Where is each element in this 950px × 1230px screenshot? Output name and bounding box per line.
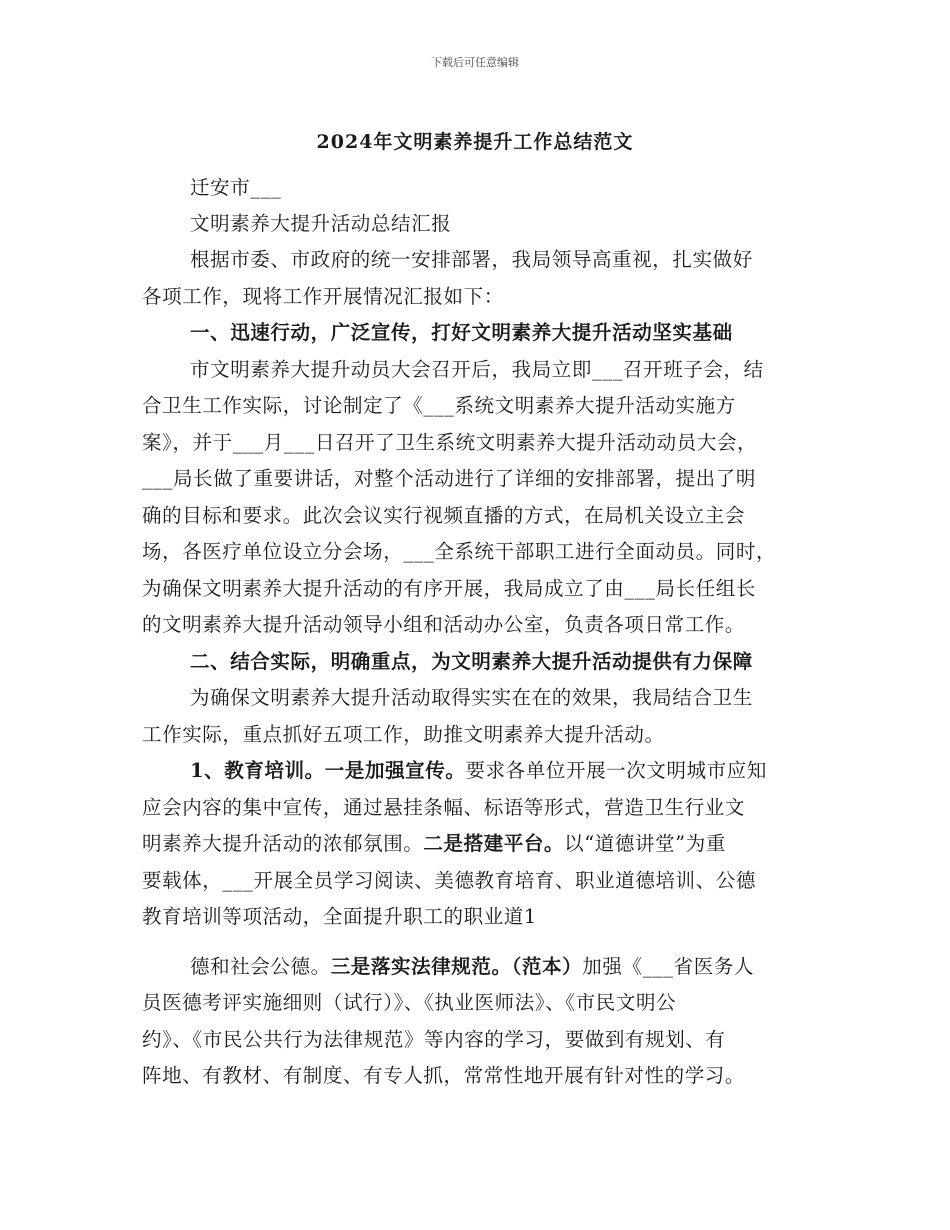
paragraph-line	[190, 952, 890, 982]
paragraph-line: 员医德考评实施细则（试行）》、《执业医师法》、《市民文明公	[142, 991, 677, 1014]
line-text: 德和社会公德。	[190, 955, 331, 978]
paragraph-line: 案》，并于___月___日召开了卫生系统文明素养大提升活动动员大会，	[142, 431, 758, 454]
item-heading: 三是落实法律规范。（范本）	[330, 955, 583, 978]
page-header-note: 下载后可任意编辑	[431, 56, 519, 69]
paragraph-line: 确的目标和要求。此次会议实行视频直播的方式，在局机关设立主会	[142, 504, 746, 527]
paragraph-line: 为确保文明素养大提升活动取得实实在在的效果，我局结合卫生	[190, 686, 753, 709]
paragraph-line: 工作实际，重点抓好五项工作，助推文明素养大提升活动。	[142, 723, 665, 746]
line-text: 加强《___省医务人	[582, 955, 755, 978]
paragraph-line: 为确保文明素养大提升活动的有序开展，我局成立了由___局长任组长	[142, 577, 756, 600]
item-heading: 二是搭建平台。	[423, 832, 565, 855]
document-title: 2024年文明素养提升工作总结范文	[316, 131, 634, 153]
paragraph-line	[142, 829, 842, 859]
section-heading-1: 一、迅速行动，广泛宣传，打好文明素养大提升活动坚实基础	[190, 321, 733, 344]
paragraph-line: 市文明素养大提升动员大会召开后，我局立即___召开班子会，结	[190, 358, 764, 381]
section-heading-2: 二、结合实际，明确重点，为文明素养大提升活动提供有力保障	[190, 650, 753, 673]
paragraph-line: 约》、《市民公共行为法律规范》等内容的学习，要做到有规划、有	[142, 1028, 726, 1051]
paragraph-line: 合卫生工作实际，讨论制定了《___系统文明素养大提升活动实施方	[142, 394, 736, 417]
line-text: 要求各单位开展一次文明城市应知	[465, 759, 767, 782]
paragraph-line: ___局长做了重要讲话，对整个活动进行了详细的安排部署，提出了明	[142, 467, 756, 490]
paragraph-line: 的文明素养大提升活动领导小组和活动办公室，负责各项日常工作。	[142, 613, 746, 636]
paragraph-line	[190, 756, 890, 786]
line-text: 明素养大提升活动的浓郁氛围。	[142, 832, 424, 855]
paragraph-line: 文明素养大提升活动总结汇报	[190, 212, 452, 235]
paragraph-line: 根据市委、市政府的统一安排部署，我局领导高重视，扎实做好	[190, 248, 753, 271]
paragraph-line: 场，各医疗单位设立分会场，___全系统干部职工进行全面动员。同时，	[142, 540, 777, 563]
paragraph-line: 应会内容的集中宣传，通过悬挂条幅、标语等形式，营造卫生行业文	[142, 796, 746, 819]
line-text: 以“道德讲堂”为重	[564, 832, 726, 855]
paragraph-line: 迁安市___	[190, 176, 282, 199]
item-heading: 1、教育培训。一是加强宣传。	[190, 759, 466, 782]
paragraph-line: 要载体，___开展全员学习阅读、美德教育培育、职业道德培训、公德	[142, 869, 756, 892]
paragraph-line: 阵地、有教材、有制度、有专人抓，常常性地开展有针对性的学习。	[142, 1064, 746, 1087]
paragraph-line: 教育培训等项活动，全面提升职工的职业道1	[142, 905, 537, 928]
paragraph-line: 各项工作，现将工作开展情况汇报如下：	[142, 285, 504, 308]
